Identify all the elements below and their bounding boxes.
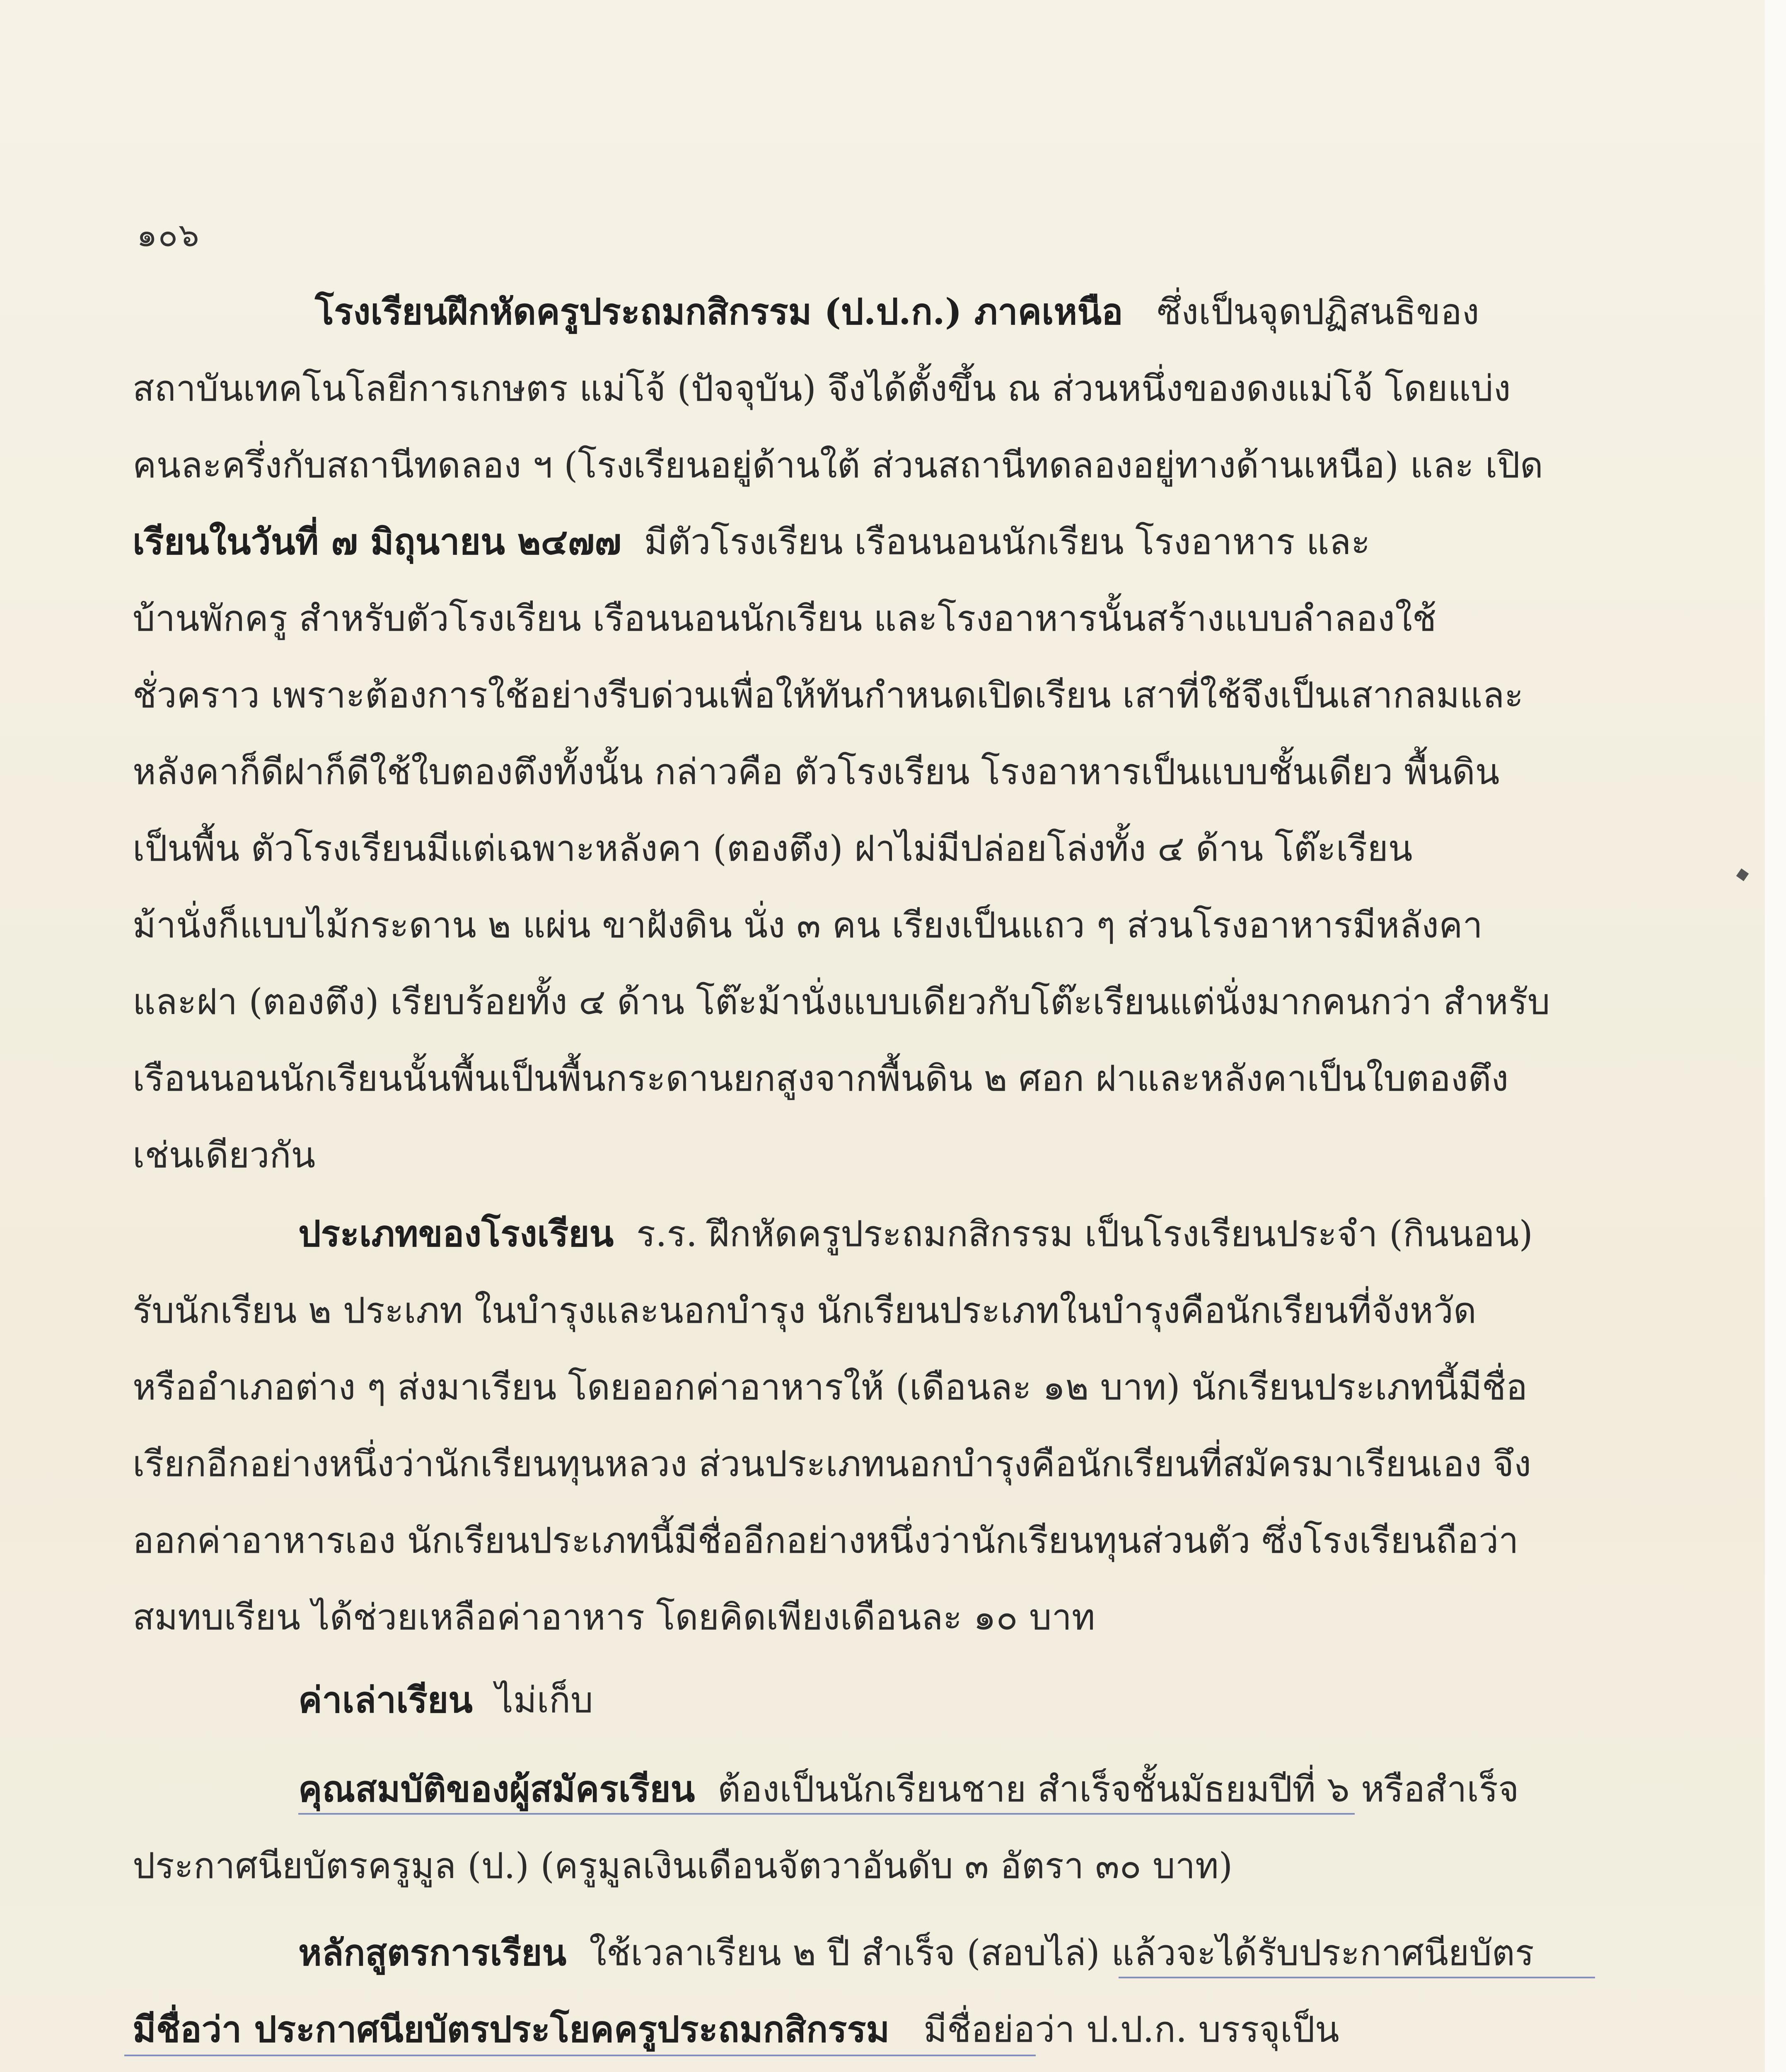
p5-line-2: มีชื่อว่า ประกาศนียบัตรประโยคครูประถมกสิกรรม มีชื่อย่อว่า ป.ป.ก. บรรจุเป็น bbox=[133, 2009, 1339, 2050]
p1-line-6: ชั่วคราว เพราะต้องการใช้อย่างรีบด่วนเพื่อให้ทันกำหนดเปิดเรียน เสาที่ใช้จึงเป็นเสากลมและ bbox=[133, 675, 1524, 716]
heading-tuition: ค่าเล่าเรียน bbox=[298, 1679, 473, 1721]
p2-line-1: ประเภทของโรงเรียน ร.ร. ฝึกหัดครูประถมกสิกรรม เป็นโรงเรียนประจำ (กินนอน) bbox=[298, 1213, 1533, 1255]
p1-line-4: เรียนในวันที่ ๗ มิถุนายน ๒๔๗๗ มีตัวโรงเรียน เรือนนอนนักเรียน โรงอาหาร และ bbox=[133, 521, 1370, 563]
ink-mark bbox=[1736, 869, 1749, 881]
p2-line-3: หรืออำเภอต่าง ๆ ส่งมาเรียน โดยออกค่าอาหารให้ (เดือนละ ๑๒ บาท) นักเรียนประเภทนี้มีชื่อ bbox=[133, 1367, 1527, 1408]
p2-line-6: สมทบเรียน ได้ช่วยเหลือค่าอาหาร โดยคิดเพียงเดือนละ ๑๐ บาท bbox=[133, 1597, 1095, 1638]
p1-line-2: สถาบันเทคโนโลยีการเกษตร แม่โจ้ (ปัจจุบัน) จึงได้ตั้งขึ้น ณ ส่วนหนึ่งของดงแม่โจ้ โดยแบ่ง bbox=[133, 368, 1511, 409]
p5-line-1: หลักสูตรการเรียน ใช้เวลาเรียน ๒ ปี สำเร็จ (สอบไล่) แล้วจะได้รับประกาศนียบัตร bbox=[298, 1932, 1534, 1974]
page-number: ๑๐๖ bbox=[137, 217, 200, 254]
p1-line-12: เช่นเดียวกัน bbox=[133, 1135, 316, 1176]
heading-school: โรงเรียนฝึกหัดครูประถมกสิกรรม (ป.ป.ก.) ภาคเหนือ bbox=[315, 291, 1123, 333]
heading-qualifications: คุณสมบัติของผู้สมัครเรียน bbox=[298, 1768, 695, 1810]
p4-line-2: ประกาศนียบัตรครูมูล (ป.) (ครูมูลเงินเดือนจัตวาอันดับ ๓ อัตรา ๓๐ บาท) bbox=[133, 1845, 1233, 1887]
p1-line-3: คนละครึ่งกับสถานีทดลอง ฯ (โรงเรียนอยู่ด้านใต้ ส่วนสถานีทดลองอยู่ทางด้านเหนือ) และ เปิด bbox=[133, 445, 1543, 486]
pen-underline bbox=[1119, 1977, 1595, 1978]
pen-underline bbox=[124, 2055, 1036, 2056]
p2-line-4: เรียกอีกอย่างหนึ่งว่านักเรียนทุนหลวง ส่วนประเภทนอกบำรุงคือนักเรียนที่สมัครมาเรียนเอง จึง bbox=[133, 1443, 1532, 1485]
p4-line-1: คุณสมบัติของผู้สมัครเรียน ต้องเป็นนักเรียนชาย สำเร็จชั้นมัธยมปีที่ ๖ หรือสำเร็จ bbox=[298, 1768, 1519, 1810]
p1-line-5: บ้านพักครู สำหรับตัวโรงเรียน เรือนนอนนักเรียน และโรงอาหารนั้นสร้างแบบลำลองใช้ bbox=[133, 598, 1437, 639]
scan-right-margin bbox=[1765, 0, 1786, 2072]
p2-line-5: ออกค่าอาหารเอง นักเรียนประเภทนี้มีชื่ออีกอย่างหนึ่งว่านักเรียนทุนส่วนตัว ซึ่งโรงเรียนถือว่า bbox=[133, 1520, 1519, 1561]
p1-line-11: เรือนนอนนักเรียนนั้นพื้นเป็นพื้นกระดานยกสูงจากพื้นดิน ๒ ศอก ฝาและหลังคาเป็นใบตองตึง bbox=[133, 1058, 1509, 1099]
p2-line-2: รับนักเรียน ๒ ประเภท ในบำรุงและนอกบำรุง นักเรียนประเภทในบำรุงคือนักเรียนที่จังหวัด bbox=[133, 1290, 1477, 1331]
p1-line-8: เป็นพื้น ตัวโรงเรียนมีแต่เฉพาะหลังคา (ตองตึง) ฝาไม่มีปล่อยโล่งทั้ง ๔ ด้าน โต๊ะเรียน bbox=[133, 828, 1413, 869]
p3-line-1: ค่าเล่าเรียน ไม่เก็บ bbox=[298, 1679, 593, 1721]
pen-underline bbox=[298, 1813, 1355, 1815]
p1-line-7: หลังคาก็ดีฝาก็ดีใช้ใบตองตึงทั้งนั้น กล่าวคือ ตัวโรงเรียน โรงอาหารเป็นแบบชั้นเดียว พื้นดิน bbox=[133, 751, 1500, 793]
p1-line-1: โรงเรียนฝึกหัดครูประถมกสิกรรม (ป.ป.ก.) ภาคเหนือ ซึ่งเป็นจุดปฏิสนธิของ bbox=[315, 291, 1479, 333]
heading-curriculum: หลักสูตรการเรียน bbox=[298, 1932, 567, 1974]
p1-line-10: และฝา (ตองตึง) เรียบร้อยทั้ง ๔ ด้าน โต๊ะม้านั่งแบบเดียวกับโต๊ะเรียนแต่นั่งมากคนกว่า สำหรับ bbox=[133, 981, 1550, 1023]
p1-line-9: ม้านั่งก็แบบไม้กระดาน ๒ แผ่น ขาฝังดิน นั่ง ๓ คน เรียงเป็นแถว ๆ ส่วนโรงอาหารมีหลังคา bbox=[133, 905, 1483, 946]
heading-school-type: ประเภทของโรงเรียน bbox=[298, 1213, 614, 1255]
